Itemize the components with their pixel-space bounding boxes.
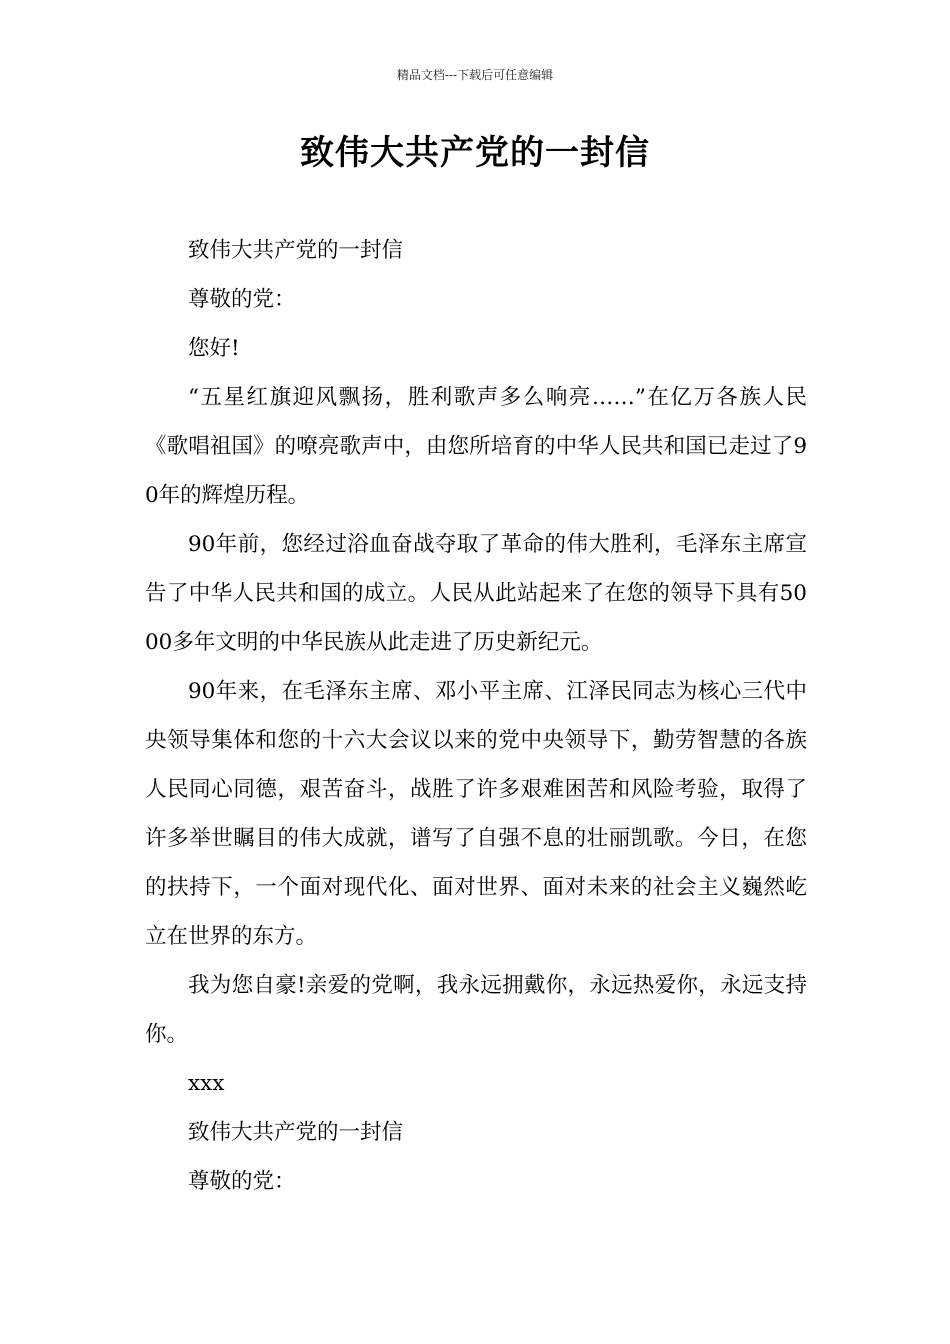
document-body xyxy=(145,226,807,1206)
body-paragraph: 90年前，您经过浴血奋战夺取了革命的伟大胜利，毛泽东主席宣告了中华人民共和国的成立。人民从此站起来了在您的领导下具有5000多年文明的中华民族从此走进了历史新纪元。 xyxy=(145,532,807,655)
body-paragraph-heading: 致伟大共产党的一封信 xyxy=(188,1120,404,1145)
body-paragraph: 90年来，在毛泽东主席、邓小平主席、江泽民同志为核心三代中央领导集体和您的十六大会议以来的党中央领导下，勤劳智慧的各族人民同心同德，艰苦奋斗，战胜了许多艰难困苦和风险考验，取得了许多举世瞩目的伟大成就，谱写了自强不息的壮丽凯歌。今日，在您的扶持下，一个面对现代化、面对世界、面对未来的社会主义巍然屹立在世界的东方。 xyxy=(145,679,807,949)
document-title: 致伟大共产党的一封信 xyxy=(300,133,650,173)
salutation: 尊敬的党： xyxy=(188,287,296,312)
signature: xxx xyxy=(188,1071,225,1096)
salutation: 尊敬的党： xyxy=(188,1169,296,1194)
body-paragraph: “五星红旗迎风飘扬，胜利歌声多么响亮……”在亿万各族人民《歌唱祖国》的嘹亮歌声中，由您所培育的中华人民共和国已走过了90年的辉煌历程。 xyxy=(145,385,807,508)
greeting: 您好! xyxy=(188,336,240,361)
header-note: 精品文档---下载后可任意编辑 xyxy=(396,68,554,82)
body-paragraph: 我为您自豪!亲爱的党啊，我永远拥戴你，永远热爱你，永远支持你。 xyxy=(145,973,807,1047)
body-paragraph-heading: 致伟大共产党的一封信 xyxy=(188,238,404,263)
